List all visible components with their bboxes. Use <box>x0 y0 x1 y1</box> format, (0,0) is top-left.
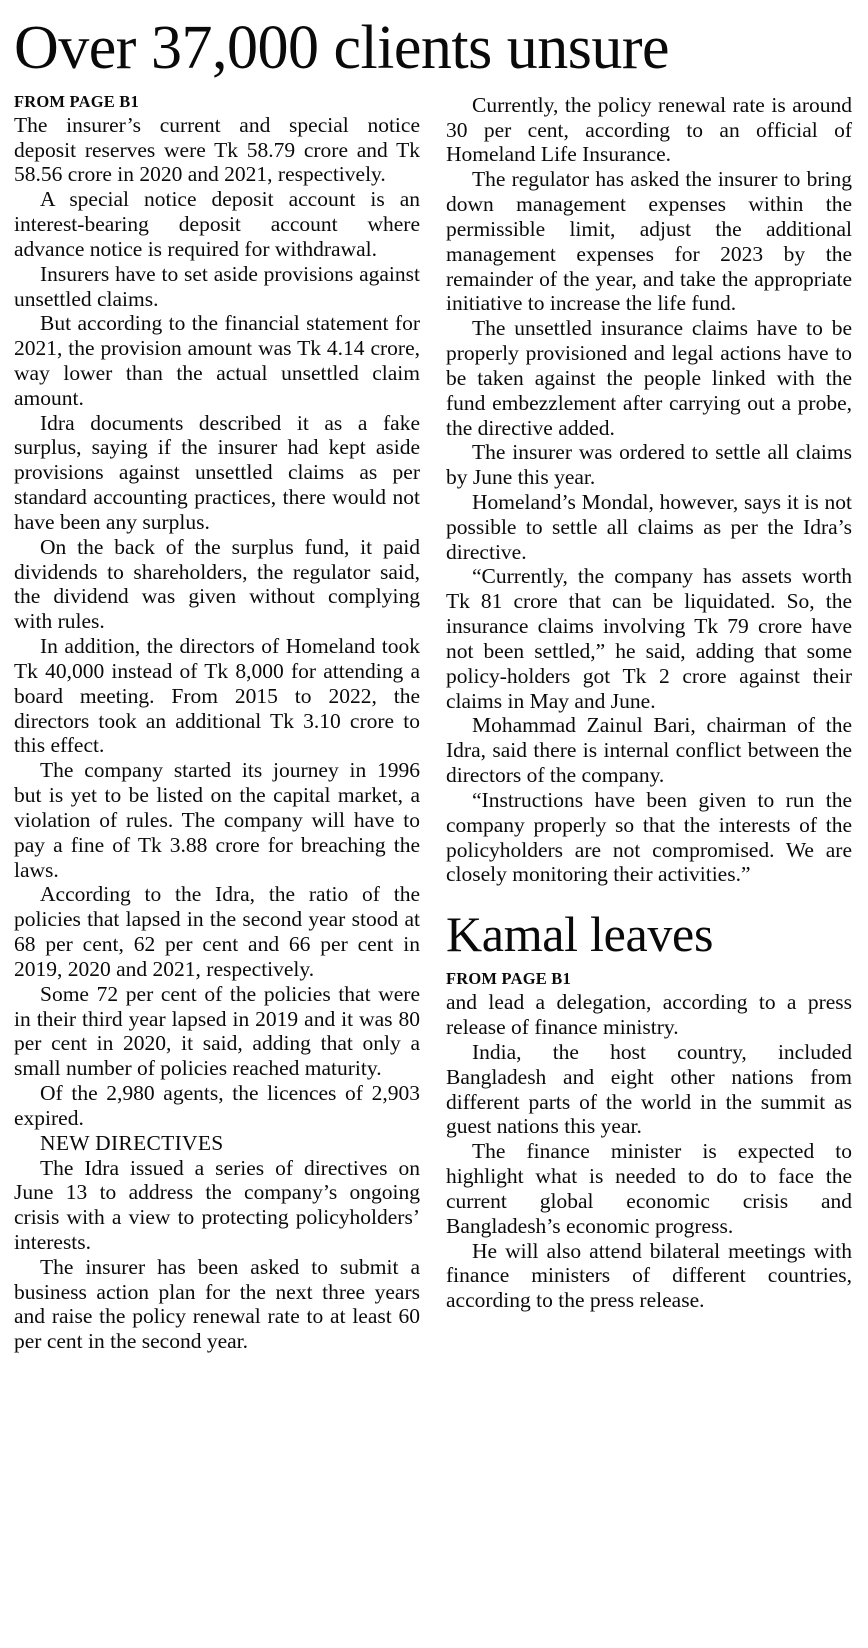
paragraph: The insurer’s current and special notice deposit reserves were Tk 58.79 crore and Tk 58.56 crore in 2020 and 2021, respectively. <box>14 112 420 187</box>
paragraph: The unsettled insurance claims have to be properly provisioned and legal actions have to be taken against the people linked with the fund embezzlement after carrying out a probe, the directive added. <box>446 316 852 440</box>
article-columns <box>14 93 854 1354</box>
section-subhead: NEW DIRECTIVES <box>40 1130 224 1155</box>
paragraph: A special notice deposit account is an interest-bearing deposit account where advance notice is required for withdrawal. <box>14 187 420 261</box>
paragraph: Mohammad Zainul Bari, chairman of the Idra, said there is internal conflict between the directors of the company. <box>446 713 852 788</box>
page-title: Over 37,000 clients unsure <box>14 14 670 82</box>
paragraph: The company started its journey in 1996 but is yet to be listed on the capital market, a violation of rules. The company will have to pay a fine of Tk 3.88 crore for breaching the laws. <box>14 758 420 882</box>
paragraph: The insurer has been asked to submit a business action plan for the next three years and raise the policy renewal rate to at least 60 per cent in the second year. <box>14 1254 420 1354</box>
continuation-kicker: FROM PAGE B1 <box>446 969 571 989</box>
right-column <box>446 93 852 1313</box>
paragraph: Of the 2,980 agents, the licences of 2,903 expired. <box>14 1081 420 1130</box>
paragraph: Some 72 per cent of the policies that were in their third year lapsed in 2019 and it was 80 per cent in 2020, it said, adding that only a small number of policies reached maturity. <box>14 981 420 1081</box>
paragraph: He will also attend bilateral meetings with finance ministers of different countries, according to the press release. <box>446 1238 852 1313</box>
paragraph: The Idra issued a series of directives on June 13 to address the company’s ongoing crisis with a view to protecting policyholders’ interests. <box>14 1155 420 1254</box>
secondary-headline: Kamal leaves <box>446 906 714 963</box>
paragraph: “Instructions have been given to run the company properly so that the interests of the policyholders are not compromised. We are closely monitoring their activities.” <box>446 787 852 887</box>
paragraph: Currently, the policy renewal rate is around 30 per cent, according to an official of Homeland Life Insurance. <box>446 92 852 167</box>
paragraph: Idra documents described it as a fake surplus, saying if the insurer had kept aside provisions against unsettled claims as per standard accounting practices, there would not have been any surplus. <box>14 410 420 534</box>
paragraph: The regulator has asked the insurer to bring down management expenses within the permissible limit, adjust the additional management expenses for 2023 by the remainder of the year, and take the appropriate initiative to increase the life fund. <box>446 167 852 316</box>
paragraph: and lead a delegation, according to a press release of finance ministry. <box>446 990 852 1040</box>
paragraph: India, the host country, included Bangladesh and eight other nations from different parts of the world in the summit as guest nations this year. <box>446 1039 852 1139</box>
paragraph: Homeland’s Mondal, however, says it is not possible to settle all claims as per the Idra’s directive. <box>446 490 852 564</box>
paragraph: “Currently, the company has assets worth Tk 81 crore that can be liquidated. So, the insurance claims involving Tk 79 crore have not been settled,” he said, adding that some policy-holders got Tk 2 crore against their claims in May and June. <box>446 564 852 713</box>
paragraph: On the back of the surplus fund, it paid dividends to shareholders, the regulator said, the dividend was given without complying with rules. <box>14 534 420 634</box>
continuation-kicker: FROM PAGE B1 <box>14 91 139 111</box>
paragraph: The insurer was ordered to settle all claims by June this year. <box>446 440 852 490</box>
paragraph: The finance minister is expected to highlight what is needed to do to face the current global economic crisis and Bangladesh’s economic progress. <box>446 1139 852 1238</box>
paragraph: According to the Idra, the ratio of the policies that lapsed in the second year stood at 68 per cent, 62 per cent and 66 per cent in 2019, 2020 and 2021, respectively. <box>14 882 420 981</box>
left-column <box>14 93 420 1354</box>
paragraph: Insurers have to set aside provisions against unsettled claims. <box>14 261 420 311</box>
paragraph: In addition, the directors of Homeland took Tk 40,000 instead of Tk 8,000 for attending a board meeting. From 2015 to 2022, the directors took an additional Tk 3.10 crore to this effect. <box>14 634 420 758</box>
paragraph: But according to the financial statement for 2021, the provision amount was Tk 4.14 crore, way lower than the actual unsettled claim amount. <box>14 311 420 410</box>
